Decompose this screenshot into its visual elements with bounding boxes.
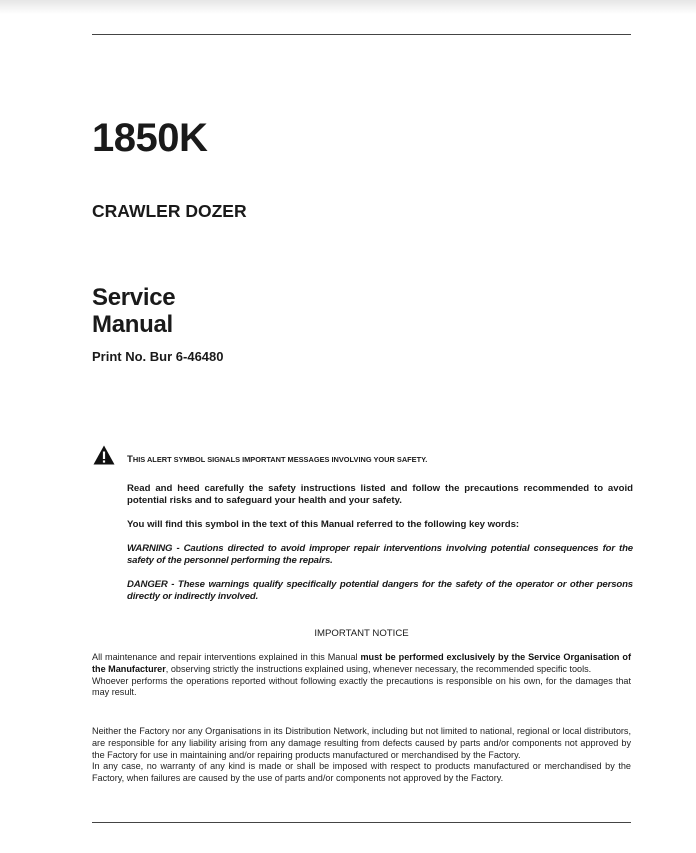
safety-paragraph: Read and heed carefully the safety instructions listed and follow the precautions recommended to avoid potential risks and to safeguard your health and your safety. bbox=[127, 483, 633, 506]
key-words-intro: You will find this symbol in the text of this Manual referred to the following key words: bbox=[127, 519, 520, 530]
model-number: 1850K bbox=[92, 116, 208, 160]
notice-text: All maintenance and repair interventions explained in this Manual bbox=[92, 652, 361, 662]
notice-liability: Neither the Factory nor any Organisations in its Distribution Network, including but not limited to national, regional or local distributors, are responsible for any liability arising from any damage resulting from defects caused by parts and/or components not approved by the Factory for use in maintaining and/or repairing products manufactured or merchandised by the Factory. bbox=[92, 726, 631, 760]
notice-paragraph-service bbox=[92, 652, 631, 699]
danger-definition: DANGER - These warnings qualify specifically potential dangers for the safety of the operator or other persons directly or indirectly involved. bbox=[127, 579, 633, 602]
notice-text: , observing strictly the instructions explained using, whenever necessary, the recommended specific tools. bbox=[165, 663, 592, 674]
notice-responsibility: Whoever performs the operations reported without following exactly the precautions is responsible on his own, for the damages that may result. bbox=[92, 675, 631, 698]
document-title-line1: Service bbox=[92, 284, 176, 311]
notice-paragraph-liability bbox=[92, 726, 631, 785]
warning-triangle-icon bbox=[93, 445, 115, 465]
alert-caption-initial: T bbox=[127, 454, 133, 465]
machine-type: CRAWLER DOZER bbox=[92, 201, 247, 221]
warning-definition: WARNING - Cautions directed to avoid improper repair interventions involving potential consequences for the safety of the personnel performing the repairs. bbox=[127, 543, 633, 566]
important-notice-heading: IMPORTANT NOTICE bbox=[314, 628, 409, 639]
document-title bbox=[92, 284, 175, 338]
document-title-line2: Manual bbox=[92, 311, 173, 338]
alert-caption-rest: HIS ALERT SYMBOL SIGNALS IMPORTANT MESSAGES INVOLVING YOUR SAFETY. bbox=[132, 455, 428, 464]
notice-bold-text: must be performed exclusively by the Service Organisation of the Manufacturer bbox=[92, 652, 631, 674]
top-rule bbox=[92, 34, 631, 35]
page-top-shadow bbox=[0, 0, 696, 14]
alert-symbol-caption bbox=[127, 455, 427, 465]
bottom-rule bbox=[92, 822, 631, 823]
notice-warranty: In any case, no warranty of any kind is made or shall be imposed with respect to products manufactured or merchandised by the Factory, when failures are caused by the use of parts and/or components not approved by the Factory. bbox=[92, 761, 631, 784]
print-number: Print No. Bur 6-46480 bbox=[92, 349, 224, 364]
